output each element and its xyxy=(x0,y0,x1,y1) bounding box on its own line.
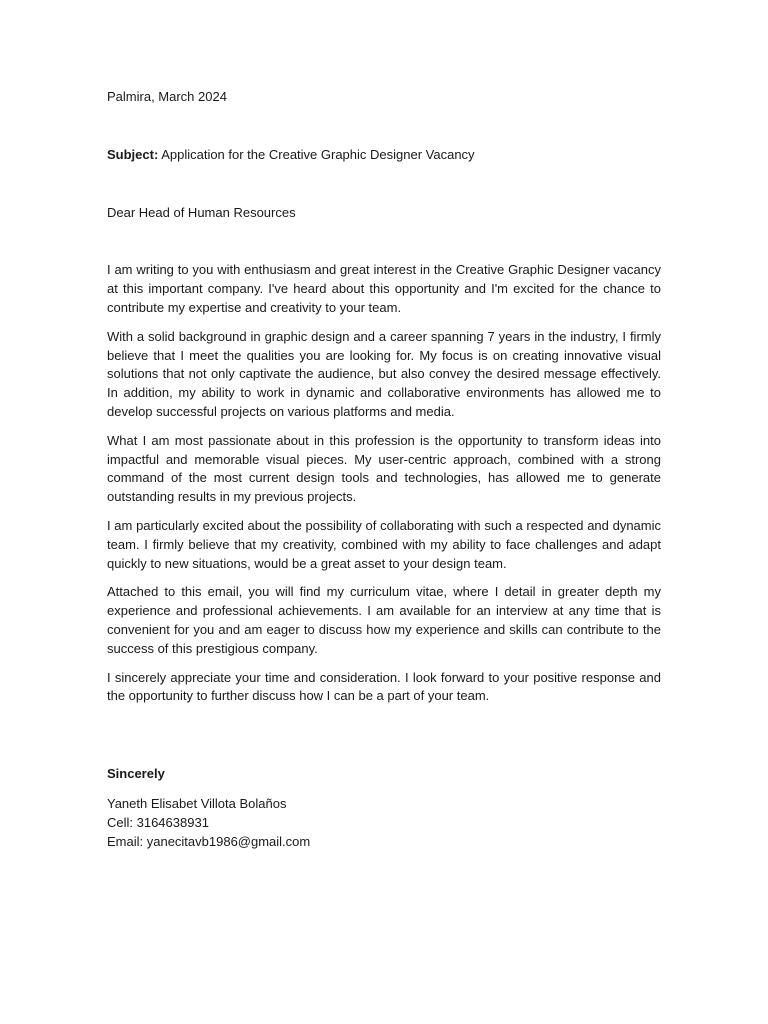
signature-email: Email: yanecitavb1986@gmail.com xyxy=(107,833,311,849)
body-paragraph: I am particularly excited about the possibility of collaborating with such a respected and dynamic team. I firmly believe that my creativity, combined with my ability to face challenges and adapt quickly to new situations, would be a great asset to your design team. xyxy=(107,517,661,571)
body-paragraph: Attached to this email, you will find my curriculum vitae, where I detail in greater depth my experience and professional achievements. I am available for an interview at any time that is convenient for you and am eager to discuss how my experience and skills can contribute to the success of this prestigious company. xyxy=(107,584,661,656)
body-paragraph: What I am most passionate about in this profession is the opportunity to transform ideas into impactful and memorable visual pieces. My user-centric approach, combined with a strong command of the most current design tools and technologies, has allowed me to generate outstanding results in my previous projects. xyxy=(107,432,661,505)
body-paragraph: With a solid background in graphic design and a career spanning 7 years in the industry, I firmly believe that I meet the qualities you are looking for. My focus is on creating innovative visual solutions that not only captivate the audience, but also convey the desired message effectively. In addition, my ability to work in dynamic and collaborative environments has allowed me to develop successful projects on various platforms and media. xyxy=(107,328,661,419)
subject-label: Subject: xyxy=(107,146,159,162)
signature-block xyxy=(107,795,661,851)
letter-body xyxy=(107,261,661,706)
signature-name: Yaneth Elisabet Villota Bolaños xyxy=(107,795,287,811)
subject-line xyxy=(107,146,661,165)
letter-page xyxy=(107,88,661,851)
salutation: Dear Head of Human Resources xyxy=(107,204,296,220)
place-date: Palmira, March 2024 xyxy=(107,89,227,104)
signature-cell: Cell: 3164638931 xyxy=(107,814,209,830)
subject-text: Application for the Creative Graphic Designer Vacancy xyxy=(158,146,475,162)
body-paragraph: I am writing to you with enthusiasm and great interest in the Creative Graphic Designer vacancy at this important company. I've heard about this opportunity and I'm excited for the chance to contribute my expertise and creativity to your team. xyxy=(107,262,661,315)
body-paragraph: I sincerely appreciate your time and consideration. I look forward to your positive response and the opportunity to further discuss how I can be a part of your team. xyxy=(107,669,661,704)
closing: Sincerely xyxy=(107,766,165,782)
